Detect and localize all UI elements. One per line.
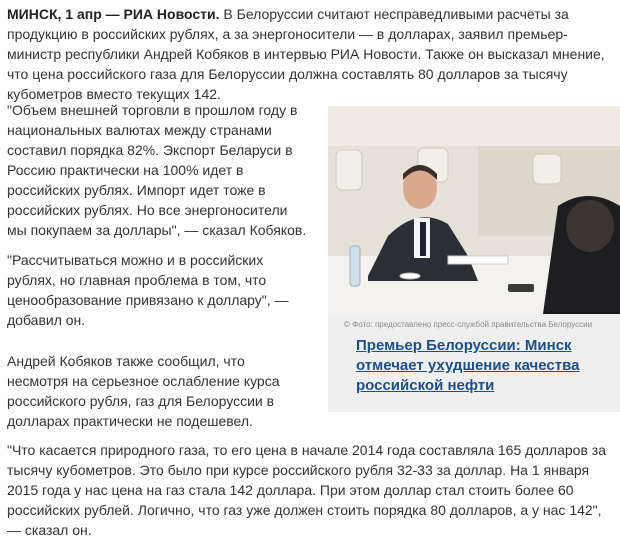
- lead-text: В Белоруссии считают несправедливыми расчеты за продукцию в российских рублях, а за энергоносители — в долларах, заявил премьер-министр республики Андрей Кобяков в интервью РИА Новости. Также он высказал мнение, что цена российского газа для Белоруссии должна составлять 80 долларов за тысячу кубометров вместо текущих 142.: [7, 6, 605, 102]
- photo-credit: © Фото: предоставлено пресс-службой правительства Белоруссии: [344, 320, 593, 329]
- paragraph-quote-gas: "Что касается природного газа, то его цена в начале 2014 года составляла 165 долларов за тысячу кубометров. Это было при курсе российского рубля 32-33 за доллар. На 1 января 2015 года у нас цена на газ стала 142 доллара. При этом доллар стал стоить более 60 российских рублей. Логично, что газ уже должен стоить порядка 80 долларов, а у нас 142", — сказал он.: [7, 442, 606, 538]
- lead-paragraph: [7, 4, 613, 104]
- related-article-link[interactable]: Премьер Белоруссии: Минск отмечает ухудшение качества российской нефти: [356, 337, 580, 394]
- paragraph-quote-trade: "Объем внешней торговли в прошлом году в национальных валютах между странами составил порядка 82%. Экспорт Беларуси в Россию практически на 100% идет в российских рублях. Импорт идет тоже в российских рублях. Но все энергоносители мы покупаем за доллары", — сказал Кобяков.: [7, 102, 307, 238]
- paragraph-gas-price: Андрей Кобяков также сообщил, что несмотря на серьезное ослабление курса российского рубля, газ для Белоруссии в долларах практически не подешевел.: [7, 353, 280, 429]
- paragraph-quote-currency: "Рассчитываться можно и в российских рублях, но главная проблема в том, что ценообразование привязано к доллару", — добавил он.: [7, 252, 289, 328]
- related-article-box: [328, 106, 620, 412]
- photo-illustration: [328, 106, 620, 314]
- dateline: МИНСК, 1 апр — РИА Новости.: [7, 6, 220, 22]
- article-photo: [328, 106, 620, 314]
